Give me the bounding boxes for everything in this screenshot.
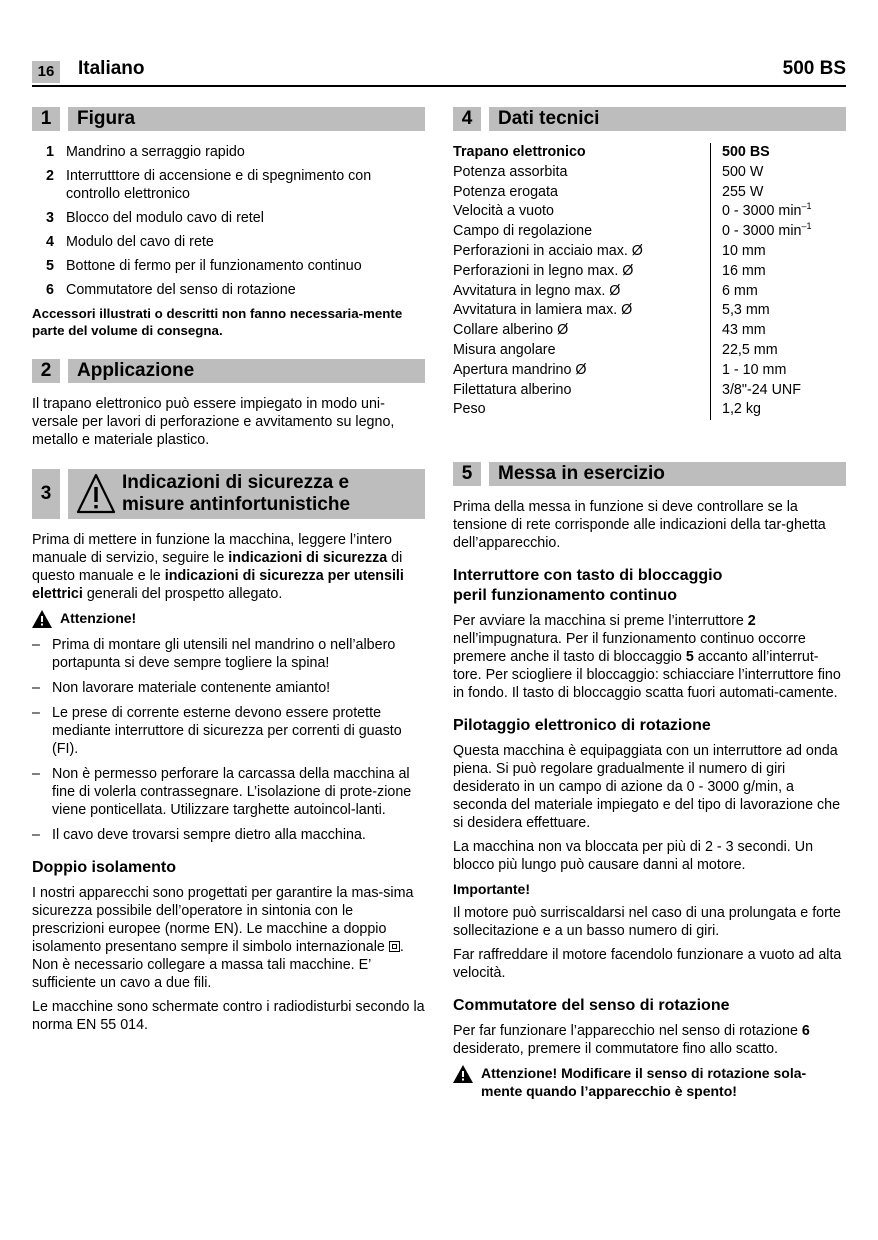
- direction-heading: Commutatore del senso di rotazione: [453, 997, 730, 1014]
- list-item: 4 Modulo del cavo di rete: [46, 234, 214, 250]
- table-cell: Perforazioni in acciaio max. Ø: [453, 242, 643, 259]
- section-3-header: [32, 469, 425, 519]
- safety-intro: Prima di mettere in funzione la macchina, leggere l’intero manuale di servizio, seguire le indicazioni di sicurezza di questo manuale e le indicazioni di sicurezza per utensili elettrici generali del prospetto allegato.: [32, 532, 404, 602]
- table-cell: Velocità a vuoto: [453, 203, 554, 220]
- section-title-line2: misure antinfortunistiche: [122, 494, 351, 515]
- section-number: 2: [32, 359, 60, 383]
- table-cell: 3/8"-24 UNF: [722, 381, 801, 398]
- table-cell: 0 - 3000 $\min^{-1}$: [722, 221, 812, 240]
- section-number: 5: [453, 462, 481, 486]
- left-column: [32, 107, 425, 1040]
- table-cell: Avvitatura in legno max. Ø: [453, 282, 621, 299]
- important-text-1: Il motore può surriscaldarsi nel caso di una prolungata e forte sollecitazione e a un basso numero di giri.: [453, 905, 841, 939]
- table-cell: 1,2 kg: [722, 401, 761, 418]
- table-cell: 43 mm: [722, 322, 766, 339]
- page-header: [32, 58, 846, 84]
- important-label: Importante!: [453, 881, 530, 897]
- table-cell: 5,3 mm: [722, 302, 770, 319]
- right-column-lower: [453, 462, 846, 1108]
- language-title: Italiano: [78, 58, 145, 79]
- table-cell: Avvitatura in lamiera max. Ø: [453, 302, 633, 319]
- section-4-header: [453, 107, 846, 131]
- table-cell: 0 - 3000 $\min^{-1}$: [722, 201, 812, 220]
- table-cell: Collare alberino Ø: [453, 322, 569, 339]
- table-cell: 500 W: [722, 163, 764, 180]
- electronic-heading: Pilotaggio elettronico di rotazione: [453, 717, 711, 734]
- table-cell: Perforazioni in legno max. Ø: [453, 262, 634, 279]
- double-insulation-heading: Doppio isolamento: [32, 859, 176, 876]
- section-number: 3: [32, 469, 60, 519]
- table-cell: 6 mm: [722, 282, 758, 299]
- section-title: Messa in esercizio: [489, 462, 846, 486]
- table-cell: 16 mm: [722, 262, 766, 279]
- safety-list: [32, 636, 425, 844]
- table-head-label: Trapano elettronico: [453, 144, 586, 160]
- list-item: – Non lavorare materiale contenente amianto!: [32, 680, 331, 696]
- table-cell: Potenza assorbita: [453, 163, 568, 180]
- list-item: 1 Mandrino a serraggio rapido: [46, 144, 245, 160]
- warning-icon: [453, 1065, 473, 1083]
- shielding-text: Le macchine sono schermate contro i radiodisturbi secondo la norma EN 55 014.: [32, 999, 425, 1033]
- warning-icon: [32, 610, 52, 628]
- section-number: 4: [453, 107, 481, 131]
- switch-text: Per avviare la macchina si preme l’interruttore 2 nell’impugnatura. Per il funzionamento continuo occorre premere anche il tasto di bloccaggio 5 accanto all’interrut-tore. Per sciogliere il bloccaggio: schiacciare l’interruttore fino in fondo. Il tasto di bloccaggio scatta fuori automati-camente.: [453, 613, 841, 701]
- list-item: 3 Blocco del modulo cavo di retel: [46, 210, 264, 226]
- model-title: 500 BS: [782, 58, 846, 79]
- list-item: 2 Interrutttore di accensione e di spegnimento con controllo elettronico: [46, 168, 372, 202]
- list-item: 5 Bottone di fermo per il funzionamento continuo: [46, 258, 362, 274]
- direction-warning: Attenzione! Modificare il senso di rotazione sola-mente quando l’apparecchio è spento!: [453, 1064, 846, 1100]
- table-cell: 10 mm: [722, 242, 766, 259]
- section-title-line1: Indicazioni di sicurezza e: [122, 472, 350, 493]
- right-column: [453, 107, 846, 420]
- double-insulation-icon: [389, 941, 400, 952]
- section-title: Applicazione: [68, 359, 425, 383]
- warning-icon: [76, 472, 116, 516]
- table-cell: Peso: [453, 401, 486, 418]
- table-cell: 22,5 mm: [722, 341, 778, 358]
- electronic-text: Questa macchina è equipaggiata con un interruttore ad onda piena. Si può regolare gradualmente il numero di giri desiderato in un campo di azione da 0 - 3000 g/min, a seconda del materiale impiegato e del tipo di lavorazione che si desidera effettuare.: [453, 743, 841, 831]
- table-cell: Apertura mandrino Ø: [453, 361, 587, 378]
- page-number: 16: [32, 61, 60, 83]
- table-cell: 255 W: [722, 183, 764, 200]
- attention-line: Attenzione!: [32, 609, 425, 628]
- electronic-text-2: La macchina non va bloccata per più di 2 - 3 secondi. Un blocco più lungo può causare danni al motore.: [453, 839, 814, 873]
- table-cell: Potenza erogata: [453, 183, 558, 200]
- application-text: Il trapano elettronico può essere impiegato in modo uni-versale per lavori di perforazione e avvitamento su legno, metallo e materiale plastico.: [32, 396, 395, 448]
- section-number: 1: [32, 107, 60, 131]
- important-text-2: Far raffreddare il motore facendolo funzionare a vuoto ad alta velocità.: [453, 947, 842, 981]
- commissioning-intro: Prima della messa in funzione si deve controllare se la tensione di rete corrisponde alle indicazioni della tar-ghetta dell’apparecchio.: [453, 499, 826, 551]
- list-item: 6 Commutatore del senso di rotazione: [46, 282, 296, 298]
- list-item: – Prima di montare gli utensili nel mandrino o nell’albero portapunta si deve sempre togliere la spina!: [32, 637, 396, 671]
- table-head-value: 500 BS: [722, 144, 770, 160]
- section-5-header: [453, 462, 846, 486]
- table-cell: 1 - 10 mm: [722, 361, 787, 378]
- list-item: – Il cavo deve trovarsi sempre dietro alla macchina.: [32, 827, 366, 843]
- header-rule: [32, 85, 846, 87]
- tech-data-table: [453, 143, 846, 420]
- section-title: Figura: [68, 107, 425, 131]
- double-insulation-text: I nostri apparecchi sono progettati per garantire la mas-sima sicurezza possibile dell’operatore in sintonia con le prescrizioni europee (norme EN). Le macchine a doppio isolamento presentano sempre il simbolo internazionale . Non è necessario collegare a massa tali macchine. E’ sufficiente un cavo a due fili.: [32, 885, 414, 991]
- table-cell: Filettatura alberino: [453, 381, 572, 398]
- list-item: – Le prese di corrente esterne devono essere protette mediante interruttore di sicurezza per correnti di guasto (FI).: [32, 705, 402, 757]
- section-2-header: [32, 359, 425, 383]
- switch-heading: Interruttore con tasto di bloccaggio peril funzionamento continuo: [453, 567, 723, 604]
- table-cell: Campo di regolazione: [453, 223, 593, 240]
- section-1-header: [32, 107, 425, 131]
- table-cell: Misura angolare: [453, 341, 556, 358]
- section-title: Dati tecnici: [489, 107, 846, 131]
- direction-text: Per far funzionare l’apparecchio nel senso di rotazione 6 desiderato, premere il commutatore fino allo scatto.: [453, 1023, 810, 1057]
- list-item: – Non è permesso perforare la carcassa della macchina al fine di volerla contrassegnare. L’isolazione di prote-zione viene ponticellata. Utilizzare targhette autoincol-lanti.: [32, 766, 412, 818]
- accessories-note: Accessori illustrati o descritti non fanno necessaria-mente parte del volume di consegna.: [32, 306, 403, 338]
- figure-list: [32, 143, 425, 299]
